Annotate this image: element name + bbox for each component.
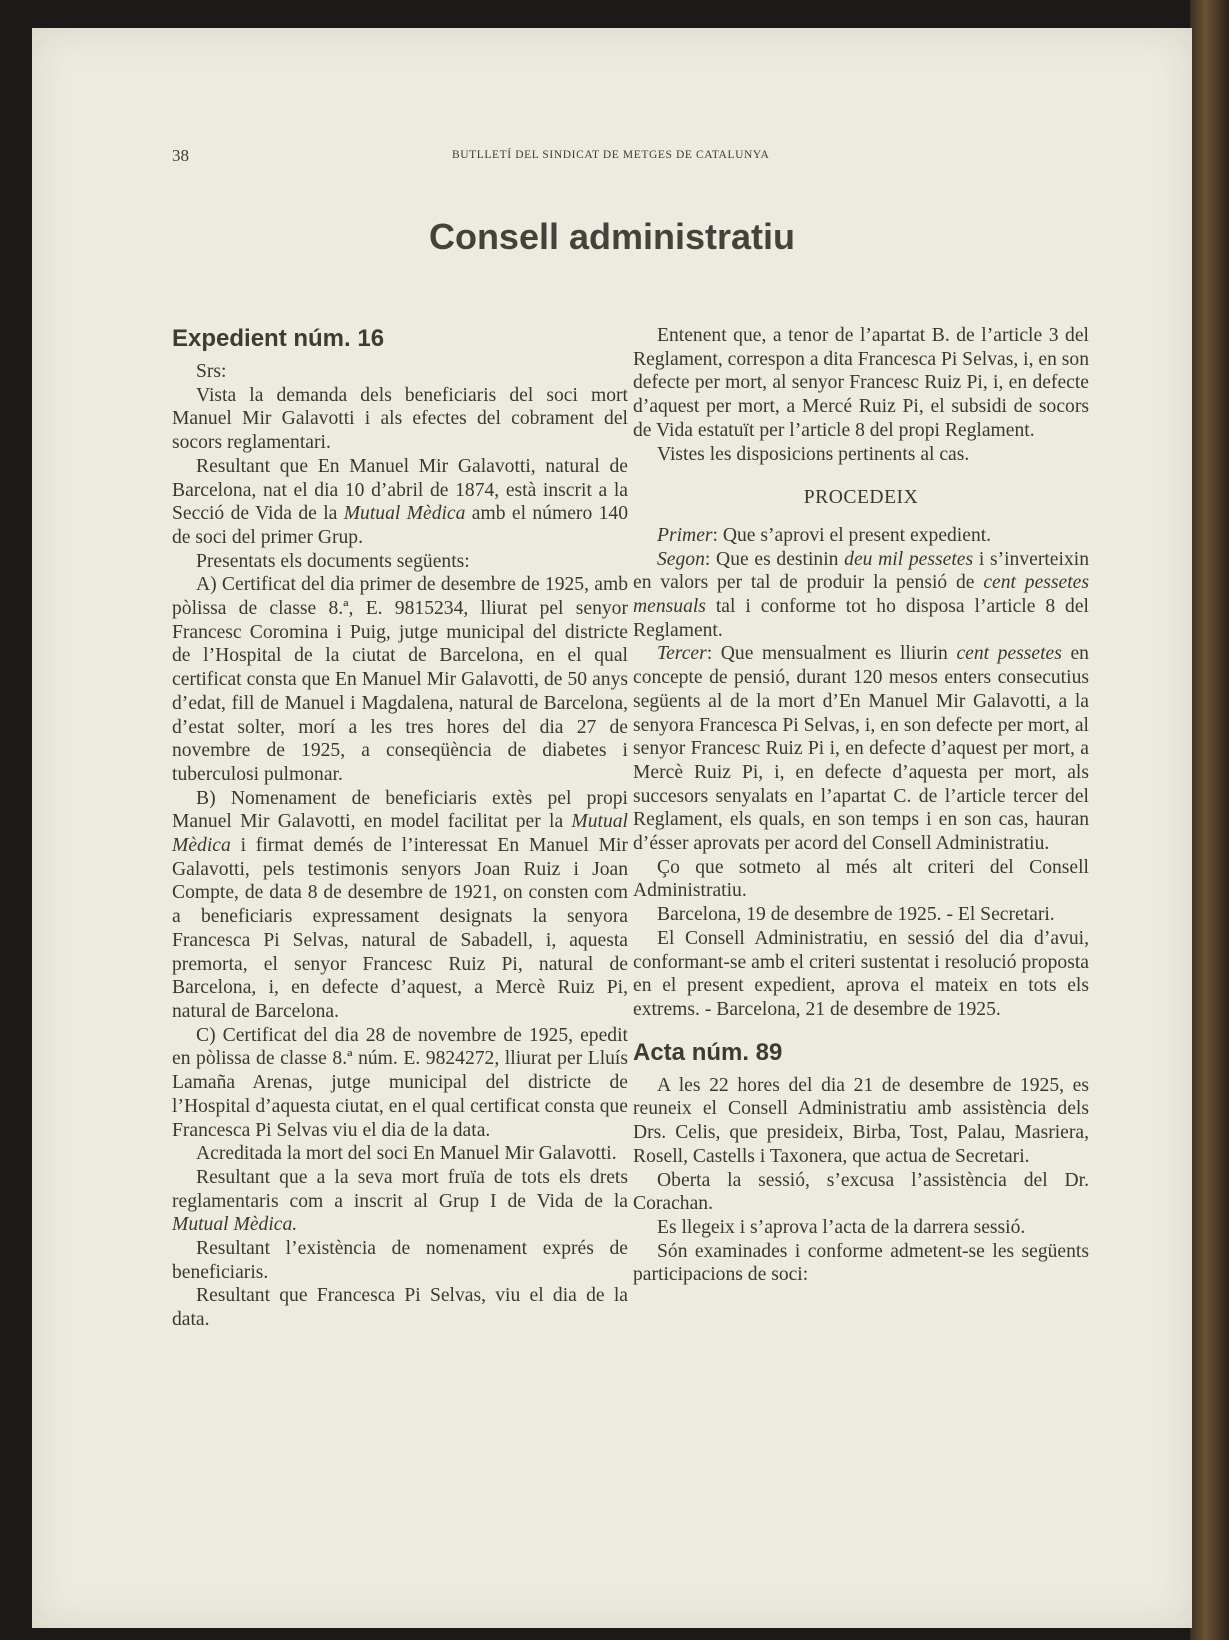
- paragraph: [172, 1166, 628, 1237]
- text-run: : Que s’aprovi el present expedient.: [712, 524, 992, 546]
- paragraph: Barcelona, 19 de desembre de 1925. - El Secretari.: [657, 904, 1055, 926]
- paragraph: Vistes les disposicions pertinents al cas.: [657, 443, 970, 465]
- text-run: : Que mensualment es lliurin: [706, 643, 957, 665]
- paragraph: Resultant que Francesca Pi Selvas, viu el dia de la data.: [172, 1285, 628, 1331]
- italic-run: Mutual Mèdica.: [172, 1214, 298, 1236]
- document-page: [32, 28, 1192, 1628]
- paragraph: C) Certificat del dia 28 de novembre de 1925, epedit en pòlissa de classe 8.ª núm. E. 9824272, lliurat per Lluís Lamaña Arenas, jutge municipal del districte de l’Hospital d’aquesta ciutat, en el qual certificat consta que Francesca Pi Selvas viu el dia de la data.: [172, 1024, 628, 1141]
- paragraph: A) Certificat del dia primer de desembre de 1925, amb pòlissa de classe 8.ª, E. 9815234, lliurat pel senyor Francesc Coromina i Puig, jutge municipal del districte de l’Hospital de la ciutat de Barcelona, en el qual certificat consta que En Manuel Mir Galavotti, de 50 anys d’edat, fill de Manuel i Magdalena, natural de Barcelona, d’estat solter, morí a les tres hores del dia 27 de novembre de 1925, a conseqüència de diabetes i tuberculosi pulmonar.: [172, 574, 628, 785]
- paragraph: Presentats els documents següents:: [196, 550, 470, 572]
- paragraph: [633, 548, 1089, 643]
- paragraph: [172, 455, 628, 550]
- text-run: Resultant que En Manuel Mir Galavotti, natural de Barcelona, nat el dia 10 d’abril de 1874, està inscrit a la Secció de Vida de la: [172, 455, 628, 525]
- paragraph: Entenent que, a tenor de l’apartat B. de l’article 3 del Reglament, correspon a dita Francesca Pi Selvas, i, en son defecte per mort, al senyor Francesc Ruiz Pi, i, en defecte d’aquest per mort, a Mercé Ruiz Pi, el subsidi de socors de Vida estatuït per l’article 8 del propi Reglament.: [633, 325, 1089, 441]
- italic-run: cent pessetes: [956, 643, 1062, 665]
- italic-run: Mutual Mèdica: [172, 811, 628, 857]
- paragraph: [633, 524, 1089, 548]
- italic-run: deu mil pessetes: [844, 548, 974, 570]
- text-run: Resultant que a la seva mort fruïa de tots els drets reglamentaris com a inscrit al Grup I de Vida de la: [172, 1166, 628, 1212]
- expedient-heading: Expedient núm. 16: [172, 325, 385, 352]
- paragraph: Vista la demanda dels beneficiaris del soci mort Manuel Mir Galavotti i als efectes del cobrament del socors reglamentari.: [172, 384, 628, 454]
- text-run: i s’inverteixin en valors per tal de produir la pensió de: [633, 548, 1089, 594]
- paragraph: [172, 787, 628, 1024]
- paragraph: Resultant l’existència de nomenament exprés de beneficiaris.: [172, 1238, 628, 1283]
- text-run: : Que es destinin: [704, 548, 845, 570]
- page-number: 38: [172, 146, 189, 165]
- paragraph: Són examinades i conforme admetent-se les següents participacions de soci:: [633, 1240, 1089, 1286]
- italic-run: Segon: [657, 548, 705, 570]
- paragraph: Acreditada la mort del soci En Manuel Mir Galavotti.: [196, 1143, 617, 1165]
- paragraph: Srs:: [196, 361, 227, 382]
- text-run: en concepte de pensió, durant 120 mesos enters consecutius següents al de la mort d’En Manuel Mir Galavotti, a la senyora Francesca Pi Selvas, i, en son defecte per mort, al senyor Francesc Ruiz Pi i, en defecte d’aquest per mort, a Mercè Ruiz Pi, i, en defecte d’aquesta per mort, als succesors senyalats en l’apartat C. de l’article tercer del Reglament, els quals, en son temps i en son cas, hauran d’ésser aprovats per acord del Consell Administratiu.: [633, 643, 1089, 855]
- text-run: i firmat demés de l’interessat En Manuel Mir Galavotti, pels testimonis senyors Joan Ruiz i Joan Compte, de data 8 de desembre de 1921, on consten com a beneficiaris expressament designats la senyora Francesca Pi Selvas, natural de Sabadell, i, aquesta premorta, el senyor Francesc Ruiz Pi, natural de Barcelona, i, en defecte d’aquest, a Mercè Ruiz Pi, natural de Barcelona.: [172, 835, 628, 1022]
- paragraph: Es llegeix i s’aprova l’acta de la darrera sessió.: [657, 1216, 1026, 1238]
- text-run: B) Nomenament de beneficiaris extès pel propi Manuel Mir Galavotti, en model facilitat per la: [172, 787, 628, 833]
- right-column: [633, 324, 1089, 1287]
- italic-run: Tercer: [657, 643, 707, 665]
- paragraph: El Consell Administratiu, en sessió del dia d’avui, conformant-se amb el criteri sustentat i resolució proposta en el present expedient, aprova el mateix en tots els extrems. - Barcelona, 21 de desembre de 1925.: [633, 927, 1089, 1020]
- paragraph: [633, 642, 1089, 855]
- paragraph: A les 22 hores del dia 21 de desembre de 1925, es reuneix el Consell Administratiu amb assistència dels Drs. Celis, que presideix, Birba, Tost, Palau, Masriera, Rosell, Castells i Taxonera, que actua de Secretari.: [633, 1074, 1089, 1167]
- scan-edge: [1190, 0, 1229, 1640]
- journal-title: BUTLLETÍ DEL SINDICAT DE METGES DE CATALUNYA: [452, 149, 770, 161]
- italic-run: Primer: [657, 524, 713, 546]
- italic-run: cent pessetes mensuals: [633, 572, 1089, 618]
- paragraph: Oberta la sessió, s’excusa l’assistència del Dr. Corachan.: [633, 1169, 1089, 1215]
- left-column: [172, 324, 628, 1332]
- italic-run: Mutual Mèdica: [343, 503, 466, 525]
- page-title: Consell administratiu: [428, 216, 796, 257]
- procedeix-heading: PROCEDEIX: [803, 487, 919, 509]
- running-head: [32, 146, 1192, 166]
- paragraph: Ço que sotmeto al més alt criteri del Consell Administratiu.: [633, 856, 1089, 902]
- acta-heading: Acta núm. 89: [633, 1038, 783, 1066]
- text-run: tal i conforme tot ho disposa l’article 8 del Reglament.: [633, 596, 1089, 641]
- text-run: amb el número 140 de soci del primer Grup.: [172, 503, 628, 548]
